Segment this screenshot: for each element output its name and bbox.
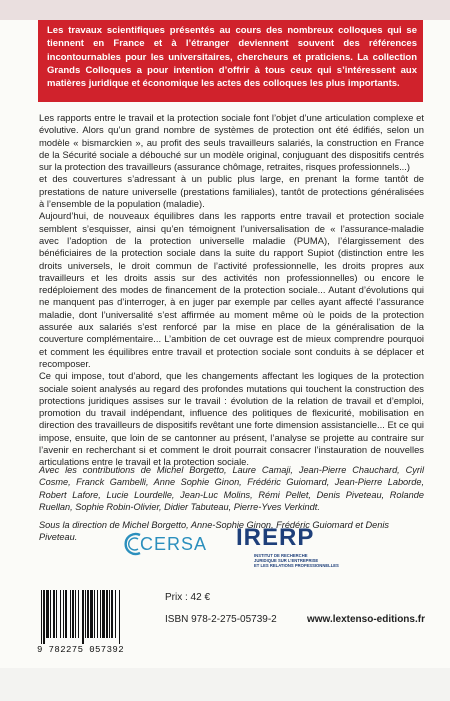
summary-text bbox=[39, 112, 424, 469]
top-band bbox=[0, 0, 450, 20]
irerp-logo-text: IRERP bbox=[236, 524, 315, 551]
editors: Sous la direction de Michel Borgetto, Anne-Sophie Ginon, Frédéric Guiomard et Denis Piveteau. bbox=[39, 520, 389, 543]
paragraph-3: Aujourd’hui, de nouveaux équilibres dans les rapports entre travail et protection sociale semblent s’esquisser, ainsi qu’en témoignent l’universalisation de « l’assurance-maladie avec l’adoption de la protection universelle maladie (PUMA), l’élargissement des bénéficiaires de la protection sociale dans la suite du rapport Supiot (distinction entre les droits universels, le droit commun de l’activité professionnelle, les droits propres aux travailleurs et les droits assis sur des activités non professionnelles) ou encore le redéploiement des modes de financement de la protection sociale... Autant d’évolutions qui ne manquent pas d’interroger, à en juger par exemple par celles ayant affecté l’assurance maladie, dont l’universalité s’est affirmée au moment même où le poids de la protection assurée aux salariés s’est renforcé par la mise en place de la généralisation de la couverture complémentaire... L’ambition de cet ouvrage est de mieux comprendre pourquoi et comment les équilibres entre travail et protection sociale sont conduits à se déplacer et recomposer. bbox=[39, 210, 424, 369]
publisher-website: www.lextenso-editions.fr bbox=[307, 614, 425, 625]
collection-intro-text: Les travaux scientifiques présentés au cours des nombreux colloques qui se tiennent en France et à l’étranger deviennent souvent des références incontournables pour les universitaires, chercheurs et praticiens. La collection Grands Colloques a pour intention d’offrir à tous ceux qui s’intéressent aux matières juridique et économique les actes des colloques les plus importants. bbox=[47, 25, 417, 90]
isbn: ISBN 978-2-275-05739-2 bbox=[165, 614, 277, 625]
cersa-logo bbox=[120, 525, 220, 563]
irerp-subtitle-line: JURIDIQUE SUR L’ENTREPRISE bbox=[254, 558, 319, 564]
irerp-subtitle-line: ET LES RELATIONS PROFESSIONNELLES bbox=[254, 563, 339, 569]
irerp-subtitle bbox=[236, 553, 346, 569]
irerp-logo bbox=[236, 526, 346, 572]
contributors: Avec les contributions de Michel Borgetto, Laure Camaji, Jean-Pierre Chauchard, Cyril Cosme, Franck Gambelli, Anne Sophie Ginon, Frédéric Guiomard, Jean-Pierre Laborde, Robert Lafore, Lucie Lourdelle, Jean-Luc Molins, Rémi Pellet, Denis Piveteau, Rolande Ruellan, Sophie Robin-Olivier, Didier Tabuteau, Pierre-Yves Verkindt. bbox=[39, 465, 424, 513]
cersa-logo-text: CERSA bbox=[140, 533, 208, 554]
barcode bbox=[37, 590, 155, 650]
irerp-subtitle-line: INSTITUT DE RECHERCHE bbox=[254, 553, 308, 558]
bottom-band bbox=[0, 668, 450, 701]
paragraph-2: et des couvertures s’adressant à un public plus large, en prenant la forme tantôt de prestations de nature universelle (prestations familiales), tantôt de protections généralisées à l’ensemble de la population (maladie). bbox=[39, 173, 424, 210]
barcode-number: 9 782275 057392 bbox=[37, 645, 125, 655]
price: Prix : 42 € bbox=[165, 592, 211, 603]
barcode-graphic bbox=[37, 590, 155, 644]
collection-intro bbox=[38, 20, 423, 102]
paragraph-1: Les rapports entre le travail et la protection sociale font l’objet d’une articulation complexe et évolutive. Alors qu’un grand nombre de systèmes de protection ont été édifiés, selon un modèle « bismarckien », au profit des seuls travailleurs salariés, la construction en France de la Sécurité sociale a débouché sur un modèle original, conjuguant des dispositifs centrés sur la protection des travailleurs (assurance chômage, retraites, risques professionnels...) bbox=[39, 112, 424, 173]
paragraph-4: Ce qui impose, tout d’abord, que les changements affectant les logiques de la protection sociale soient analysés au regard des profondes mutations qui touchent la construction des protections juridiques assises sur le travail : évolution de la relation de travail et d’emploi, promotion du travail indépendant, influence des politiques de flexicurité, mobilisation en direction des travailleurs de dispositifs revêtant une forte dimension assistancielle... Et ce qui impose, ensuite, que loin de se cantonner au présent, l’analyse se projette au contraire sur l’avenir en recherchant si et comment le droit pourrait consacrer l’instauration de nouvelles articulations entre le travail et la protection sociale. bbox=[39, 370, 424, 468]
